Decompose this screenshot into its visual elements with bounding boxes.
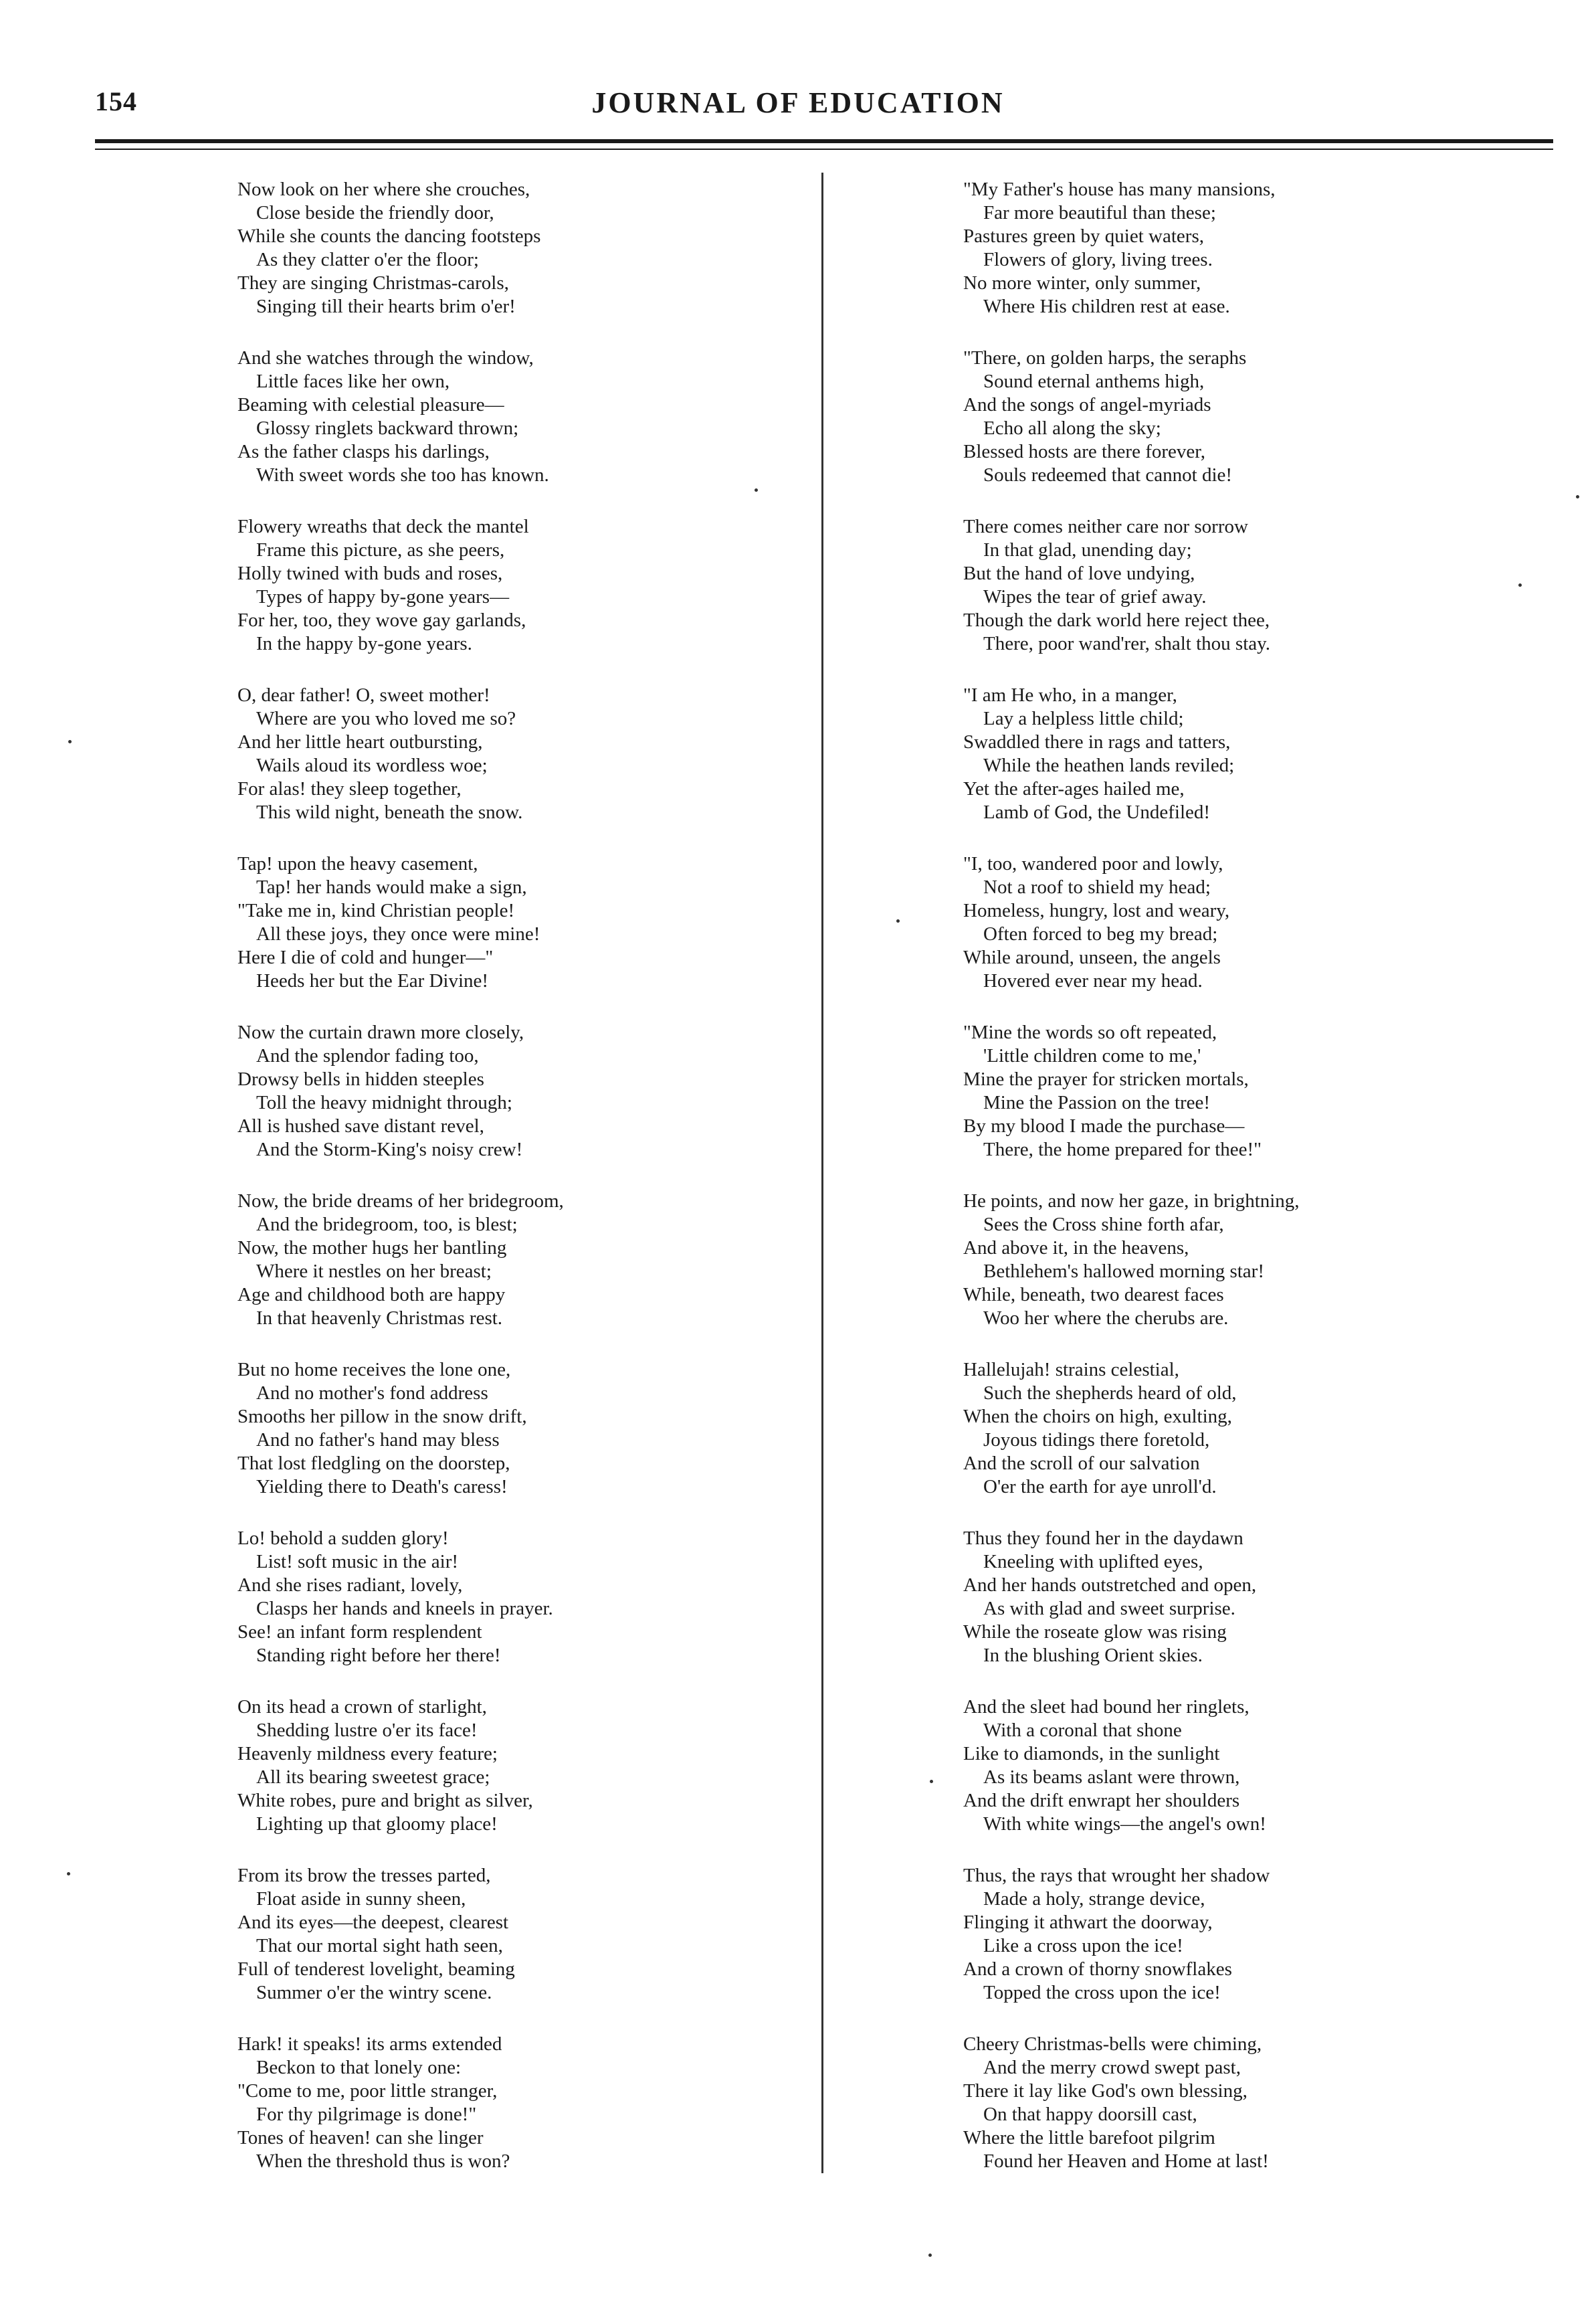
- column-divider: [821, 173, 823, 2173]
- poem-line: And her little heart outbursting,: [237, 731, 483, 753]
- print-speck: [930, 1780, 933, 1783]
- poem-line: O, dear father! O, sweet mother!: [237, 684, 490, 706]
- poem-line: For her, too, they wove gay garlands,: [237, 610, 526, 631]
- poem-line: "There, on golden harps, the seraphs: [963, 347, 1247, 369]
- poem-line: List! soft music in the air!: [256, 1551, 459, 1572]
- poem-line: While the heathen lands reviled;: [983, 755, 1235, 776]
- poem-line: Topped the cross upon the ice!: [983, 1982, 1221, 2003]
- poem-line: While, beneath, two dearest faces: [963, 1284, 1224, 1305]
- poem-line: With sweet words she too has known.: [256, 464, 549, 486]
- header-rule-thin: [95, 149, 1553, 150]
- poem-line: Often forced to beg my bread;: [983, 923, 1218, 945]
- poem-line: White robes, pure and bright as silver,: [237, 1790, 533, 1811]
- poem-line: Close beside the friendly door,: [256, 202, 494, 223]
- poem-line: Sees the Cross shine forth afar,: [983, 1214, 1224, 1235]
- poem-line: Tap! upon the heavy casement,: [237, 853, 478, 875]
- poem-line: Clasps her hands and kneels in prayer.: [256, 1598, 553, 1619]
- poem-line: "Mine the words so oft repeated,: [963, 1022, 1217, 1043]
- poem-line: And the scroll of our salvation: [963, 1453, 1200, 1474]
- poem-line: Where are you who loved me so?: [256, 708, 516, 729]
- poem-line: Homeless, hungry, lost and weary,: [963, 900, 1230, 921]
- poem-line: Full of tenderest lovelight, beaming: [237, 1958, 515, 1980]
- poem-line: Where it nestles on her breast;: [256, 1261, 492, 1282]
- poem-line: Thus they found her in the daydawn: [963, 1528, 1243, 1549]
- poem-line: Now, the mother hugs her bantling: [237, 1237, 507, 1259]
- poem-line: All its bearing sweetest grace;: [256, 1766, 490, 1788]
- poem-line: There, poor wand'rer, shalt thou stay.: [983, 633, 1270, 654]
- poem-line: As its beams aslant were thrown,: [983, 1766, 1240, 1788]
- poem-line: Now the curtain drawn more closely,: [237, 1022, 524, 1043]
- poem-line: Sound eternal anthems high,: [983, 371, 1205, 392]
- poem-line: Now, the bride dreams of her bridegroom,: [237, 1190, 564, 1212]
- poem-line: Where His children rest at ease.: [983, 296, 1230, 317]
- poem-line: Yielding there to Death's caress!: [256, 1476, 508, 1497]
- poem-line: Now look on her where she crouches,: [237, 179, 530, 200]
- print-speck: [896, 919, 900, 923]
- poem-line: Though the dark world here reject thee,: [963, 610, 1270, 631]
- header-rule-thick: [95, 139, 1553, 143]
- poem-line: Yet the after-ages hailed me,: [963, 778, 1185, 800]
- poem-line: Shedding lustre o'er its face!: [256, 1720, 478, 1741]
- poem-line: Flowery wreaths that deck the mantel: [237, 516, 529, 537]
- poem-line: Beaming with celestial pleasure—: [237, 394, 504, 416]
- journal-title: JOURNAL OF EDUCATION: [591, 86, 1005, 119]
- poem-line: Cheery Christmas-bells were chiming,: [963, 2033, 1262, 2055]
- poem-line: "My Father's house has many mansions,: [963, 179, 1276, 200]
- poem-line: Mine the prayer for stricken mortals,: [963, 1069, 1249, 1090]
- poem-line: Hallelujah! strains celestial,: [963, 1359, 1179, 1380]
- poem-line: With a coronal that shone: [983, 1720, 1182, 1741]
- poem-line: "Come to me, poor little stranger,: [237, 2080, 498, 2102]
- print-speck: [67, 1872, 70, 1875]
- poem-line: And the splendor fading too,: [256, 1045, 479, 1067]
- poem-line: Holly twined with buds and roses,: [237, 563, 503, 584]
- poem-line: And a crown of thorny snowflakes: [963, 1958, 1232, 1980]
- poem-line: Frame this picture, as she peers,: [256, 539, 505, 561]
- poem-line: But the hand of love undying,: [963, 563, 1195, 584]
- poem-line: Flowers of glory, living trees.: [983, 249, 1213, 270]
- page-header: [0, 0, 1596, 134]
- poem-line: Float aside in sunny sheen,: [256, 1888, 466, 1910]
- poem-line: There comes neither care nor sorrow: [963, 516, 1248, 537]
- print-speck: [1576, 495, 1579, 498]
- poem-line: In the happy by-gone years.: [256, 633, 472, 654]
- poem-line: And she rises radiant, lovely,: [237, 1574, 463, 1596]
- poem-line: And the Storm-King's noisy crew!: [256, 1139, 523, 1160]
- poem-line: They are singing Christmas-carols,: [237, 272, 509, 294]
- poem-line: While around, unseen, the angels: [963, 947, 1221, 968]
- poem-line: On that happy doorsill cast,: [983, 2104, 1197, 2125]
- poem-line: Age and childhood both are happy: [237, 1284, 506, 1305]
- poem-line: Hovered ever near my head.: [983, 970, 1203, 992]
- print-speck: [68, 740, 72, 743]
- poem-line: "I am He who, in a manger,: [963, 684, 1177, 706]
- poem-line: In the blushing Orient skies.: [983, 1645, 1203, 1666]
- poem-line: And her hands outstretched and open,: [963, 1574, 1257, 1596]
- poem-line: Joyous tidings there foretold,: [983, 1429, 1210, 1451]
- poem-line: Glossy ringlets backward thrown;: [256, 418, 519, 439]
- poem-line: Wipes the tear of grief away.: [983, 586, 1207, 608]
- poem-line: This wild night, beneath the snow.: [256, 802, 523, 823]
- poem-line: Tap! her hands would make a sign,: [256, 877, 527, 898]
- poem-line: As the father clasps his darlings,: [237, 441, 490, 462]
- poem-line: When the threshold thus is won?: [256, 2150, 510, 2172]
- poem-line: Hark! it speaks! its arms extended: [237, 2033, 502, 2055]
- poem-line: Tones of heaven! can she linger: [237, 2127, 484, 2148]
- poem-line: Made a holy, strange device,: [983, 1888, 1205, 1910]
- poem-line: "I, too, wandered poor and lowly,: [963, 853, 1223, 875]
- poem-line: Lamb of God, the Undefiled!: [983, 802, 1211, 823]
- poem-line: And the merry crowd swept past,: [983, 2057, 1241, 2078]
- poem-line: Smooths her pillow in the snow drift,: [237, 1406, 527, 1427]
- poem-line: From its brow the tresses parted,: [237, 1865, 491, 1886]
- poem-line: See! an infant form resplendent: [237, 1621, 482, 1643]
- poem-line: For alas! they sleep together,: [237, 778, 462, 800]
- poem-line: When the choirs on high, exulting,: [963, 1406, 1232, 1427]
- poem-line: And the sleet had bound her ringlets,: [963, 1696, 1250, 1718]
- poem-line: With white wings—the angel's own!: [983, 1813, 1266, 1835]
- poem-line: Types of happy by-gone years—: [256, 586, 510, 608]
- poem-line: Thus, the rays that wrought her shadow: [963, 1865, 1270, 1886]
- poem-line: Toll the heavy midnight through;: [256, 1092, 512, 1113]
- poem-line: As they clatter o'er the floor;: [256, 249, 479, 270]
- poem-line: Lo! behold a sudden glory!: [237, 1528, 449, 1549]
- poem-line: And she watches through the window,: [237, 347, 534, 369]
- poem-line: Swaddled there in rags and tatters,: [963, 731, 1231, 753]
- print-speck: [755, 488, 758, 492]
- page-number: 154: [95, 86, 137, 116]
- print-speck: [1518, 583, 1522, 587]
- poem-line: And no father's hand may bless: [256, 1429, 500, 1451]
- poem-line: Woo her where the cherubs are.: [983, 1307, 1229, 1329]
- poem-line: Such the shepherds heard of old,: [983, 1382, 1237, 1404]
- poem-line: While she counts the dancing footsteps: [237, 225, 541, 247]
- poem-line: Where the little barefoot pilgrim: [963, 2127, 1215, 2148]
- poem-line: Beckon to that lonely one:: [256, 2057, 462, 2078]
- poem-line: Found her Heaven and Home at last!: [983, 2150, 1269, 2172]
- poem-line: And the drift enwrapt her shoulders: [963, 1790, 1240, 1811]
- poem-line: Like a cross upon the ice!: [983, 1935, 1183, 1956]
- print-speck: [928, 2254, 932, 2257]
- poem-line: In that glad, unending day;: [983, 539, 1192, 561]
- poem-line: Standing right before her there!: [256, 1645, 501, 1666]
- poem-line: O'er the earth for aye unroll'd.: [983, 1476, 1217, 1497]
- poem-line: No more winter, only summer,: [963, 272, 1201, 294]
- poem-line: There, the home prepared for thee!": [983, 1139, 1262, 1160]
- poem-line: But no home receives the lone one,: [237, 1359, 511, 1380]
- poem-line: Souls redeemed that cannot die!: [983, 464, 1233, 486]
- poem-line: And the songs of angel-myriads: [963, 394, 1211, 416]
- poem-line: And no mother's fond address: [256, 1382, 488, 1404]
- poem-line: All is hushed save distant revel,: [237, 1115, 484, 1137]
- poem-line: Not a roof to shield my head;: [983, 877, 1211, 898]
- poem-line: Here I die of cold and hunger—": [237, 947, 494, 968]
- poem-line: He points, and now her gaze, in brightning,: [963, 1190, 1300, 1212]
- poem-line: All these joys, they once were mine!: [256, 923, 540, 945]
- poem-line: Summer o'er the wintry scene.: [256, 1982, 492, 2003]
- poem-line: That lost fledgling on the doorstep,: [237, 1453, 510, 1474]
- poem-line: And its eyes—the deepest, clearest: [237, 1912, 509, 1933]
- poem-line: And the bridegroom, too, is blest;: [256, 1214, 518, 1235]
- poem-line: Singing till their hearts brim o'er!: [256, 296, 516, 317]
- poem-line: Kneeling with uplifted eyes,: [983, 1551, 1203, 1572]
- poem-line: That our mortal sight hath seen,: [256, 1935, 503, 1956]
- poem-line: Drowsy bells in hidden steeples: [237, 1069, 484, 1090]
- poem-line: Flinging it athwart the doorway,: [963, 1912, 1213, 1933]
- poem-line: By my blood I made the purchase—: [963, 1115, 1245, 1137]
- poem-line: Bethlehem's hallowed morning star!: [983, 1261, 1264, 1282]
- poem-line: Far more beautiful than these;: [983, 202, 1216, 223]
- poem-line: Heeds her but the Ear Divine!: [256, 970, 489, 992]
- poem-line: As with glad and sweet surprise.: [983, 1598, 1235, 1619]
- poem-line: 'Little children come to me,': [983, 1045, 1201, 1067]
- poem-line: Lay a helpless little child;: [983, 708, 1184, 729]
- poem-line: Lighting up that gloomy place!: [256, 1813, 498, 1835]
- poem-line: In that heavenly Christmas rest.: [256, 1307, 503, 1329]
- poem-line: There it lay like God's own blessing,: [963, 2080, 1248, 2102]
- poem-line: While the roseate glow was rising: [963, 1621, 1227, 1643]
- poem-line: Mine the Passion on the tree!: [983, 1092, 1211, 1113]
- poem-line: Like to diamonds, in the sunlight: [963, 1743, 1220, 1764]
- poem-line: Blessed hosts are there forever,: [963, 441, 1206, 462]
- poem-line: Wails aloud its wordless woe;: [256, 755, 488, 776]
- poem-line: And above it, in the heavens,: [963, 1237, 1189, 1259]
- poem-line: Little faces like her own,: [256, 371, 450, 392]
- poem-line: Echo all along the sky;: [983, 418, 1161, 439]
- poem-line: For thy pilgrimage is done!": [256, 2104, 477, 2125]
- poem-line: On its head a crown of starlight,: [237, 1696, 487, 1718]
- poem-line: Pastures green by quiet waters,: [963, 225, 1204, 247]
- poem-line: "Take me in, kind Christian people!: [237, 900, 515, 921]
- poem-line: Heavenly mildness every feature;: [237, 1743, 498, 1764]
